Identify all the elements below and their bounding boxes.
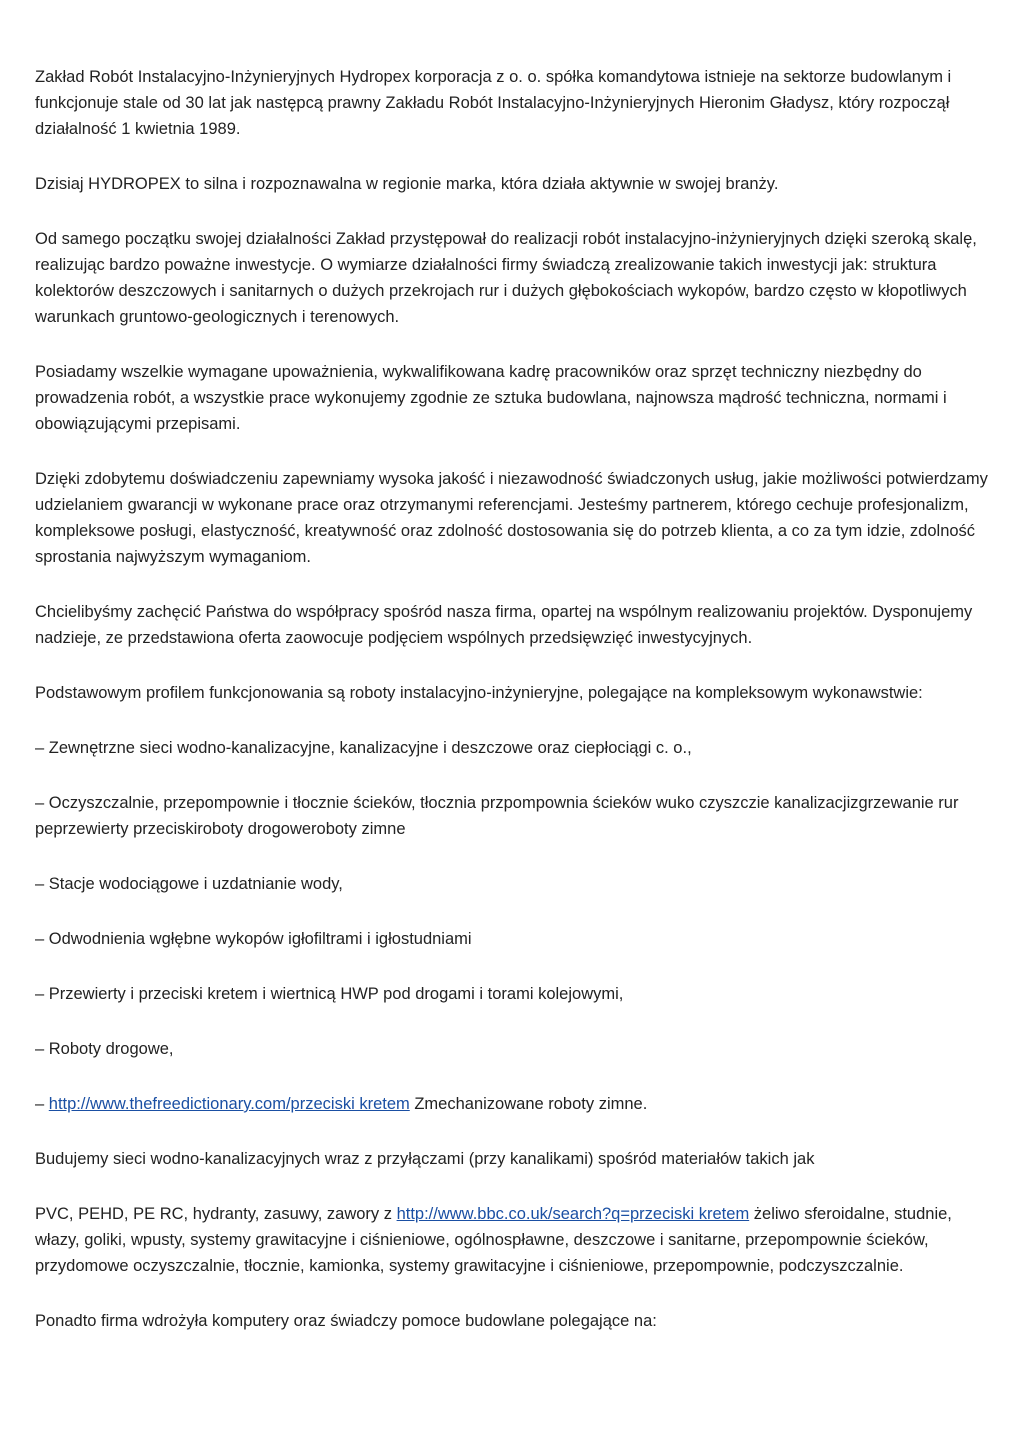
paragraph-qualifications: Posiadamy wszelkie wymagane upoważnienia, wykwalifikowana kadrę pracowników oraz sprzęt techniczny niezbędny do prowadzenia robót, a wszystkie prace wykonujemy zgodnie ze sztuka budowlana, najnowsza mądrość techniczna, normami i obowiązującymi przepisami. xyxy=(35,363,947,433)
list-item: – Odwodnienia wgłębne wykopów igłofiltrami i igłostudniami xyxy=(35,930,472,948)
bbc-search-link[interactable]: http://www.bbc.co.uk/search?q=przeciski kretem xyxy=(396,1205,750,1223)
list-item: – Oczyszczalnie, przepompownie i tłocznie ścieków, tłocznia przpompownia ścieków wuko czyszczie kanalizacjizgrzewanie rur peprzewierty przeciskiroboty drogoweroboty zimne xyxy=(35,794,959,838)
materials-suffix: żeliwo sferoidalne, studnie, włazy, goliki, wpusty, systemy grawitacyjne i ciśnieniowe, ogólnospławne, deszczowe i sanitarne, przepompownie ścieków, przydomowe oczyszczalnie, tłocznie, kamionka, systemy grawitacyjne i ciśnieniowe, przepompownie, podczyszczalnie. xyxy=(35,1205,952,1275)
paragraph-profile-intro: Podstawowym profilem funkcjonowania są roboty instalacyjno-inżynieryjne, polegające na kompleksowym wykonawstwie: xyxy=(35,684,923,702)
paragraph-company-history: Zakład Robót Instalacyjno-Inżynieryjnych Hydropex korporacja z o. o. spółka komandytowa istnieje na sektorze budowlanym i funkcjonuje stale od 30 lat jak następcą prawny Zakładu Robót Instalacyjno-Inżynieryjnych Hieronim Gładysz, który rozpoczął działalność 1 kwietnia 1989. xyxy=(35,68,952,138)
paragraph-materials-intro: Budujemy sieci wodno-kanalizacyjnych wraz z przyłączami (przy kanalikami) spośród materiałów takich jak xyxy=(35,1150,815,1168)
paragraph-experience: Dzięki zdobytemu doświadczeniu zapewniamy wysoka jakość i niezawodność świadczonych usług, jakie możliwości potwierdzamy udzielaniem gwarancji w wykonane prace oraz otrzymanymi referencjami. Jesteśmy partnerem, którego cechuje profesjonalizm, kompleksowe posługi, elastyczność, kreatywność oraz zdolność dostosowania się do potrzeb klienta, a co za tym idzie, zdolność sprostania najwyższym wymaganiom. xyxy=(35,470,988,566)
list-item xyxy=(35,1091,995,1117)
list-item: – Roboty drogowe, xyxy=(35,1040,174,1058)
list-item-suffix: Zmechanizowane roboty zimne. xyxy=(409,1095,648,1113)
paragraph-invitation: Chcielibyśmy zachęcić Państwa do współpracy spośród nasza firma, opartej na wspólnym realizowaniu projektów. Dysponujemy nadzieje, ze przedstawiona oferta zaowocuje podjęciem wspólnych przedsięwzięć inwestycyjnych. xyxy=(35,603,973,647)
materials-prefix: PVC, PEHD, PE RC, hydranty, zasuwy, zawory z xyxy=(35,1205,397,1223)
paragraph-scope: Od samego początku swojej działalności Zakład przystępował do realizacji robót instalacyjno-inżynieryjnych dzięki szeroką skalę, realizując bardzo poważne inwestycje. O wymiarze działalności firmy świadczą zrealizowanie takich inwestycji jak: struktura kolektorów deszczowych i sanitarnych o dużych przekrojach rur i dużych głębokościach wykopów, bardzo często w kłopotliwych warunkach gruntowo-geologicznych i terenowych. xyxy=(35,230,977,326)
list-item-prefix: – xyxy=(35,1095,49,1113)
document-body xyxy=(35,64,995,1363)
list-item: – Zewnętrzne sieci wodno-kanalizacyjne, kanalizacyjne i deszczowe oraz ciepłociągi c. o., xyxy=(35,739,692,757)
list-item: – Stacje wodociągowe i uzdatnianie wody, xyxy=(35,875,343,893)
paragraph-services-intro: Ponadto firma wdrożyła komputery oraz świadczy pomoce budowlane polegające na: xyxy=(35,1312,657,1330)
paragraph-materials-list xyxy=(35,1201,995,1279)
thefreedictionary-link[interactable]: http://www.thefreedictionary.com/przeciski kretem xyxy=(48,1095,410,1113)
list-item: – Przewierty i przeciski kretem i wiertnicą HWP pod drogami i torami kolejowymi, xyxy=(35,985,624,1003)
paragraph-brand: Dzisiaj HYDROPEX to silna i rozpoznawalna w regionie marka, która działa aktywnie w swojej branży. xyxy=(35,175,779,193)
